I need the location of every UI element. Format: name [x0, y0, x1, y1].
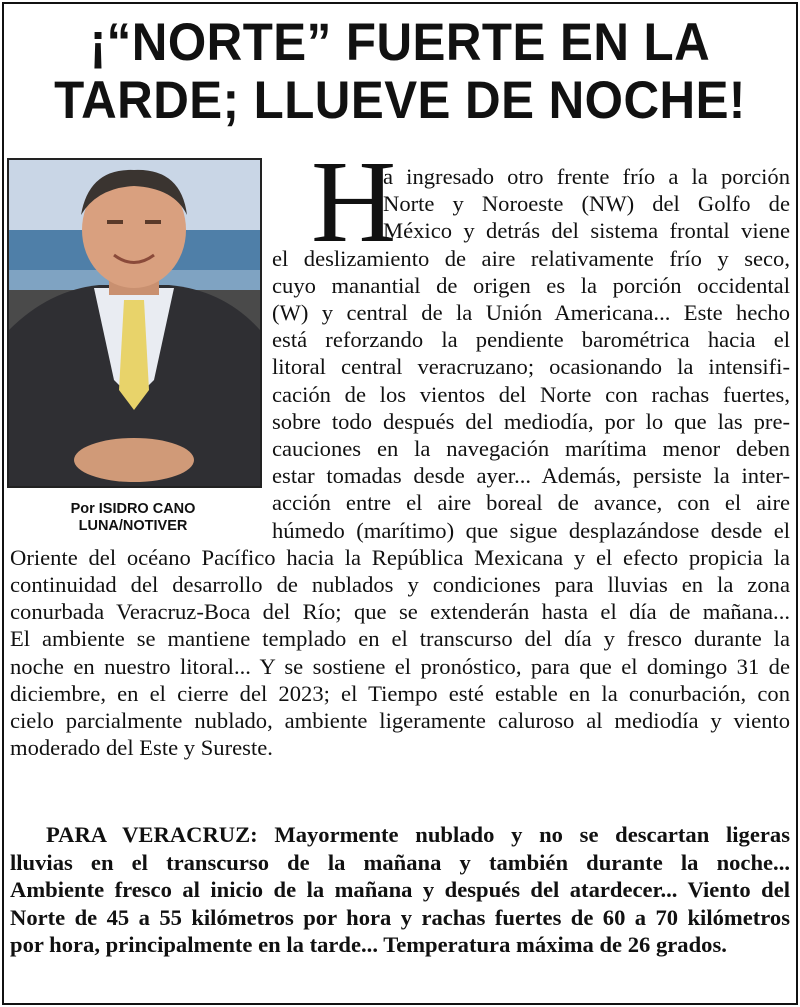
article-line: a ingresado otro frente frío a la porción — [383, 164, 790, 189]
author-portrait-image — [9, 160, 260, 486]
article-line: el deslizamiento de aire relativamente frío y seco, — [272, 245, 790, 271]
headline-line-2: TARDE; LLUEVE DE NOCHE! — [54, 71, 746, 130]
article-line: continuidad del desarrollo de nublados y condiciones para lluvias en la zona — [10, 572, 790, 597]
article-line: cielo parcialmente nublado, ambiente ligeramente caluroso al mediodía y viento — [10, 708, 790, 733]
article-line: por hora, principalmente en la tarde... Temperatura máxima de 26 grados. — [10, 932, 727, 958]
byline-outlet: LUNA/NOTIVER — [78, 518, 188, 534]
article-line: húmedo (marítimo) que sigue desplazándose desde el — [272, 517, 790, 543]
headline-line-1: ¡“NORTE” FUERTE EN LA — [89, 13, 711, 72]
drop-cap: H — [311, 136, 397, 267]
article-line: Norte de 45 a 55 kilómetros por hora y rachas fuertes de 60 a 70 kilómetros — [10, 904, 790, 930]
article-line: PARA VERACRUZ: Mayormente nublado y no se descartan ligeras — [46, 822, 790, 847]
article-line: Oriente del océano Pacífico hacia la República Mexicana y el efecto propicia la — [10, 544, 790, 570]
article-line: Ambiente fresco al inicio de la mañana y después del atardecer... Viento del — [10, 877, 790, 903]
article-line: lluvias en el transcurso de la mañana y también durante la noche... — [10, 849, 790, 875]
article-line: noche en nuestro litoral... Y se sostiene el pronóstico, para que el domingo 31 de — [10, 653, 790, 679]
author-photo — [7, 158, 262, 488]
article-line: (W) y central de la Unión Americana... Este hecho — [272, 300, 790, 325]
article-line: acción entre el aire boreal de avance, con el aire — [272, 490, 790, 516]
article-line: estar tomadas desde ayer... Además, persiste la inter- — [272, 463, 790, 489]
article-line: Norte y Noroeste (NW) del Golfo de — [383, 191, 790, 217]
article-line: México y detrás del sistema frontal viene — [383, 218, 790, 244]
byline — [18, 501, 248, 535]
article-line: conurbada Veracruz-Boca del Río; que se extenderán hasta el día de mañana... — [10, 599, 790, 625]
article-line: está reforzando la pendiente barométrica hacia el — [272, 327, 790, 353]
article-line: sobre todo después del mediodía, por lo que las pre- — [272, 408, 790, 434]
headline — [28, 14, 772, 130]
article-line: cauciones en la navegación marítima menor deben — [272, 436, 790, 461]
byline-author: Por ISIDRO CANO — [70, 501, 196, 517]
article-line: moderado del Este y Sureste. — [10, 735, 273, 761]
article-line: El ambiente se mantiene templado en el transcurso del día y fresco durante la — [10, 626, 790, 652]
article-line: diciembre, en el cierre del 2023; el Tiempo esté estable en la conurbación, con — [10, 680, 790, 706]
article-line: litoral central veracruzano; ocasionando la intensifi- — [272, 354, 790, 380]
article-line: cuyo manantial de origen es la porción occidental — [272, 272, 790, 298]
article-line: cación de los vientos del Norte con rachas fuertes, — [272, 381, 790, 407]
